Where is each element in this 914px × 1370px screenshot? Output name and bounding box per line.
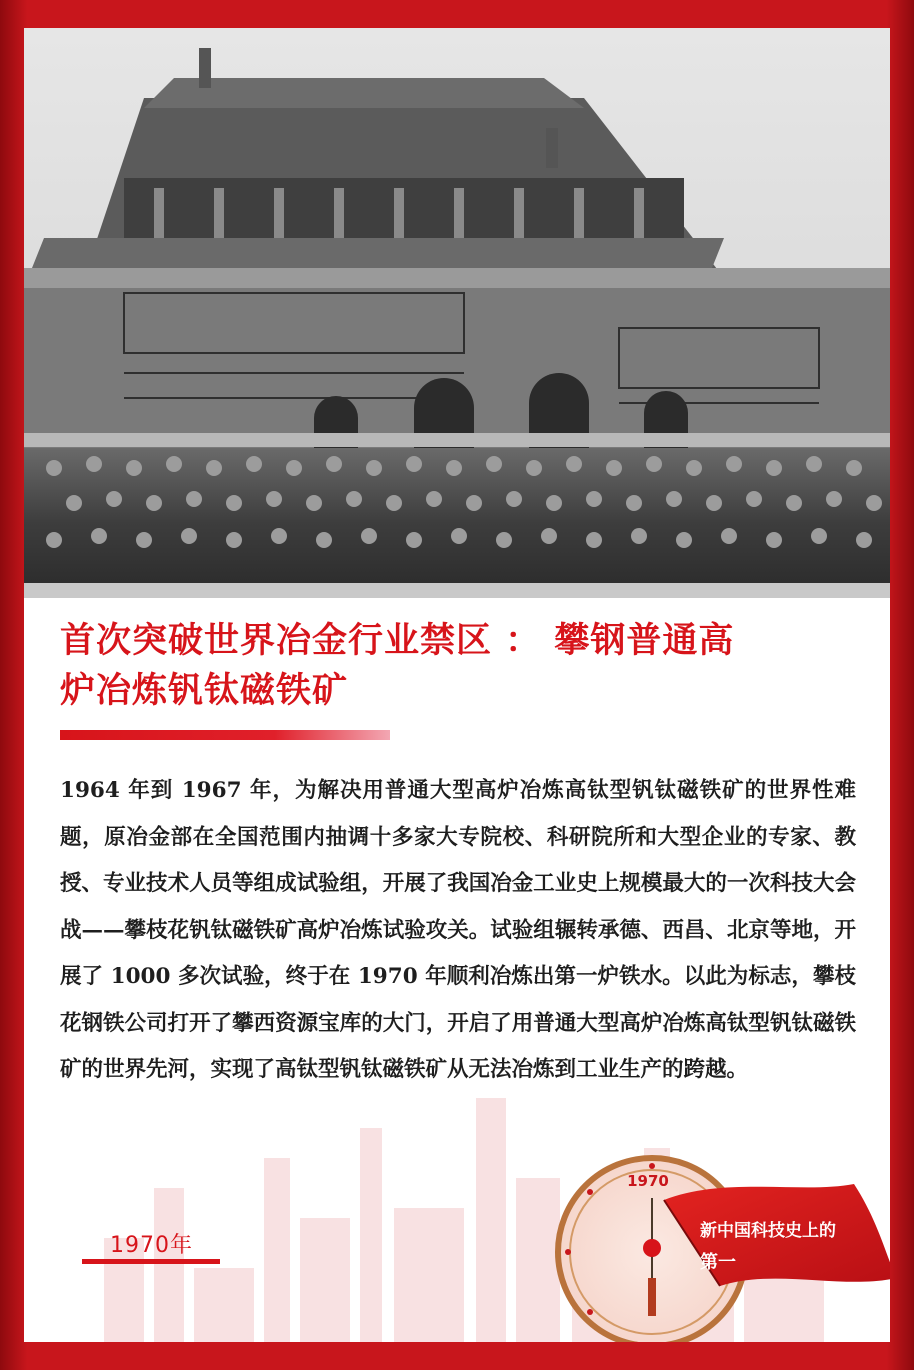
year-underline — [82, 1259, 220, 1264]
page-title — [60, 616, 860, 716]
title-line-1: 首次突破世界冶金行业禁区 ： 攀钢普通高 — [60, 621, 735, 661]
science-first-badge — [524, 1128, 890, 1342]
title-line-2: 炉冶炼钒钛磁铁矿 — [60, 671, 349, 711]
body-paragraph: 1964 年到 1967 年，为解决用普通大型高炉冶炼高钛型钒钛磁铁矿的世界性难题，原冶金部在全国范围内抽调十多家大专院校、科研院所和大型企业的专家、教授、专业技术人员等组成试验组，开展了我国冶金工业史上规模最大的一次科技大会战——攀枝花钒钛磁铁矿高炉冶炼试验攻关。试验组辗转承德、西昌、北京等地，开展了 1000 多次试验，终于在 1970 年顺利冶炼出第一炉铁水。以此为标志，攀枝花钢铁公司打开了攀西资源宝库的大门，开启了用普通大型高炉冶炼高钛型钒钛磁铁矿的世界先河，实现了高钛型钒钛磁铁矿从无法冶炼到工业生产的跨越。 — [60, 778, 856, 1082]
title-underline — [60, 730, 390, 740]
badge-year: 1970 — [627, 1172, 669, 1190]
group-photo — [24, 28, 890, 598]
badge-line-1: 新中国科技史上的 — [700, 1221, 836, 1241]
poster-panel — [24, 28, 890, 1342]
tiananmen-photo-illustration — [24, 28, 890, 598]
badge-line-2: 第一 — [700, 1252, 736, 1273]
year-label: 1970年 — [110, 1233, 193, 1258]
